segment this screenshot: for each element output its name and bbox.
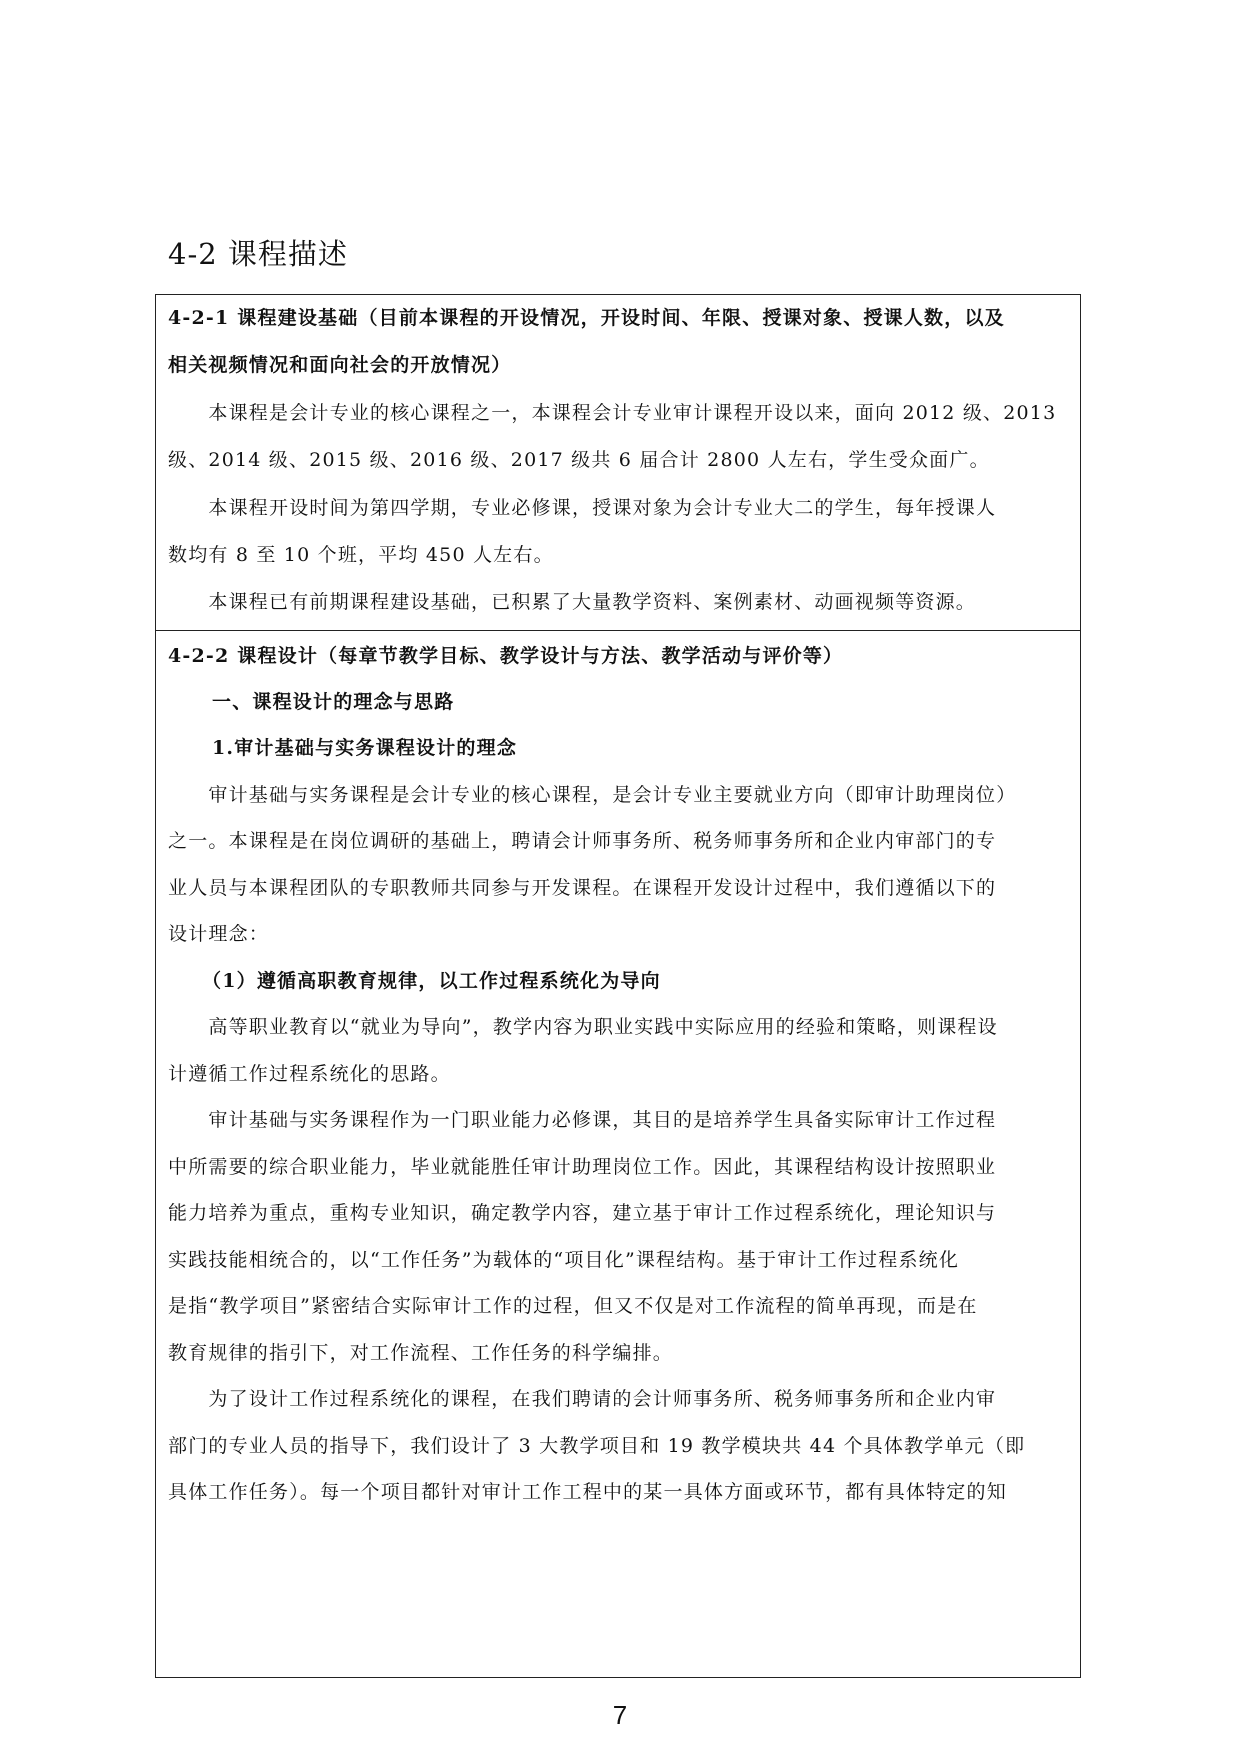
section-title: 4-2 课程描述 (168, 237, 348, 271)
text-line: 之一。本课程是在岗位调研的基础上，聘请会计师事务所、税务师事务所和企业内审部门的专 (168, 830, 997, 852)
course-design-heading: 4-2-2 课程设计（每章节教学目标、教学设计与方法、教学活动与评价等） (168, 645, 844, 667)
subheading-audit-concept: 1.审计基础与实务课程设计的理念 (212, 737, 518, 759)
subheading-design-concept: 一、课程设计的理念与思路 (212, 691, 455, 713)
text-line: 计遵循工作过程系统化的思路。 (168, 1063, 451, 1085)
subheading-principle-1: （1）遵循高职教育规律，以工作过程系统化为导向 (202, 970, 661, 992)
text-line: 高等职业教育以“就业为导向”，教学内容为职业实践中实际应用的经验和策略，则课程设 (168, 1016, 998, 1038)
text-line: 本课程开设时间为第四学期，专业必修课，授课对象为会计专业大二的学生，每年授课人 (168, 497, 997, 519)
course-basis-heading-line1: 4-2-1 课程建设基础（目前本课程的开设情况，开设时间、年限、授课对象、授课人数，以及 (168, 307, 1005, 329)
text-line: 审计基础与实务课程作为一门职业能力必修课，其目的是培养学生具备实际审计工作过程 (168, 1109, 997, 1131)
text-line: 审计基础与实务课程是会计专业的核心课程，是会计专业主要就业方向（即审计助理岗位） (168, 784, 1017, 806)
text-line: 级、2014 级、2015 级、2016 级、2017 级共 6 届合计 2800 人左右，学生受众面广。 (168, 449, 990, 471)
text-line: 是指“教学项目”紧密结合实际审计工作的过程，但又不仅是对工作流程的简单再现，而是在 (168, 1295, 978, 1317)
text-line: 设计理念： (168, 923, 270, 945)
text-line: 部门的专业人员的指导下，我们设计了 3 大教学项目和 19 教学模块共 44 个具体教学单元（即 (168, 1435, 1026, 1457)
text-line: 数均有 8 至 10 个班，平均 450 人左右。 (168, 544, 554, 566)
course-design-box (155, 631, 1081, 1678)
page-number: 7 (612, 1700, 628, 1730)
text-line: 本课程是会计专业的核心课程之一，本课程会计专业审计课程开设以来，面向 2012 级、2013 (168, 402, 1057, 424)
text-line: 实践技能相统合的，以“工作任务”为载体的“项目化”课程结构。基于审计工作过程系统化 (168, 1249, 960, 1271)
text-line: 为了设计工作过程系统化的课程，在我们聘请的会计师事务所、税务师事务所和企业内审 (168, 1388, 997, 1410)
text-line: 中所需要的综合职业能力，毕业就能胜任审计助理岗位工作。因此，其课程结构设计按照职业 (168, 1156, 997, 1178)
text-line: 能力培养为重点，重构专业知识，确定教学内容，建立基于审计工作过程系统化，理论知识与 (168, 1202, 997, 1224)
course-basis-box (155, 294, 1081, 631)
text-line: 具体工作任务）。每一个项目都针对审计工作工程中的某一具体方面或环节，都有具体特定的知 (168, 1481, 1007, 1503)
course-basis-heading-line2: 相关视频情况和面向社会的开放情况） (168, 354, 512, 376)
text-line: 本课程已有前期课程建设基础，已积累了大量教学资料、案例素材、动画视频等资源。 (168, 591, 977, 613)
text-line: 业人员与本课程团队的专职教师共同参与开发课程。在课程开发设计过程中，我们遵循以下的 (168, 877, 997, 899)
text-line: 教育规律的指引下，对工作流程、工作任务的科学编排。 (168, 1342, 674, 1364)
